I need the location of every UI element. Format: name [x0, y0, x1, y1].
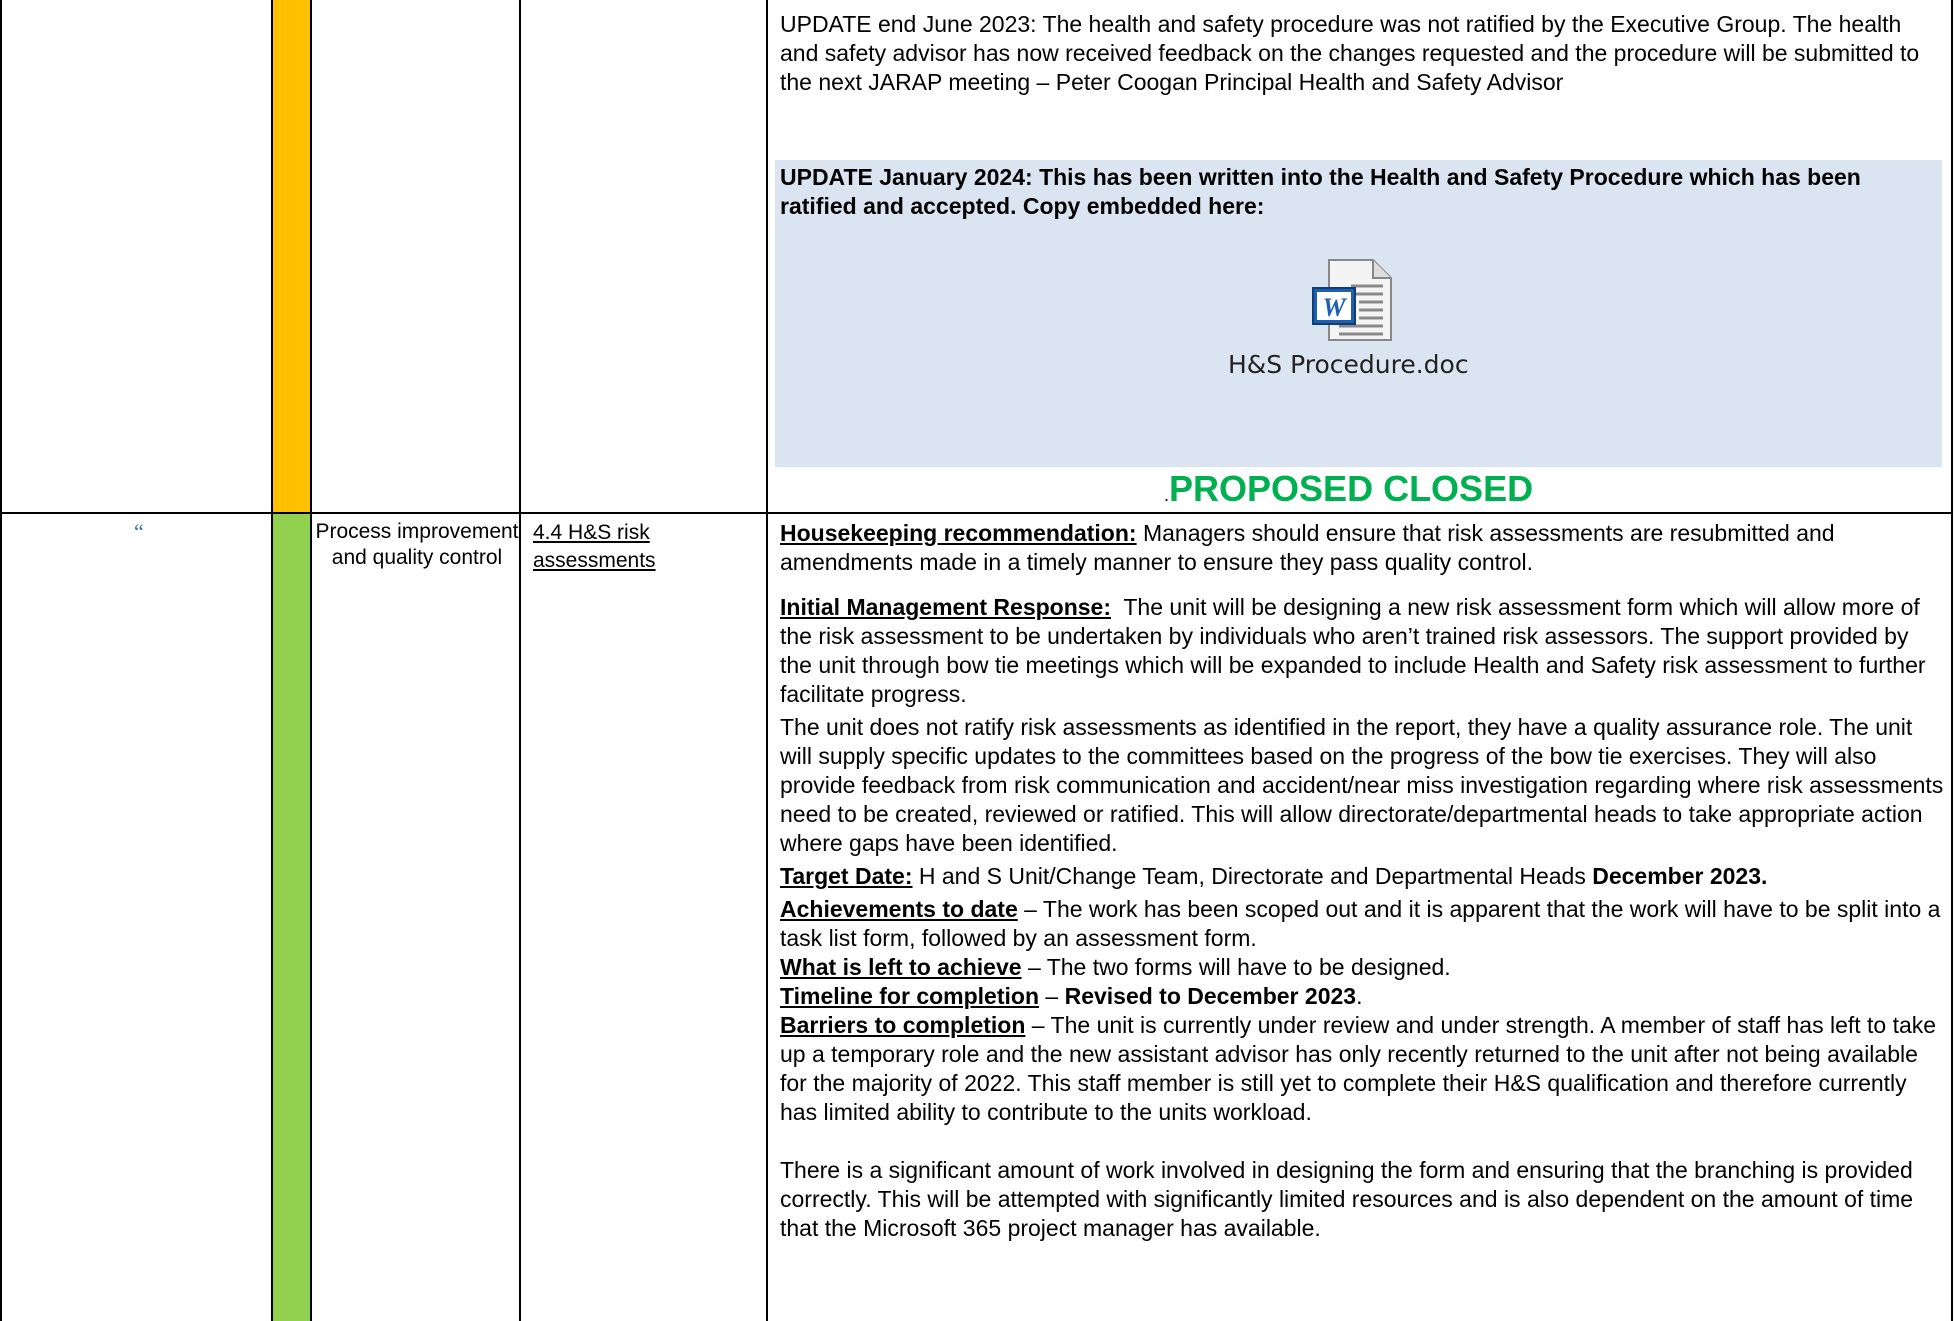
- row-divider: [0, 512, 1953, 514]
- status-proposed-closed: [1164, 467, 1533, 517]
- barriers-label: Barriers to completion: [780, 1012, 1026, 1038]
- update-january-2024: UPDATE January 2024: This has been written into the Health and Safety Procedure which has been ratified and accepted. Copy embedded here:: [780, 164, 1861, 219]
- status-text: PROPOSED CLOSED: [1169, 468, 1534, 509]
- table-border: [1951, 0, 1953, 1321]
- table-border: [519, 0, 521, 1321]
- timeline-dash: –: [1039, 983, 1065, 1009]
- reference-link[interactable]: 4.4 H&S risk assessments: [533, 521, 656, 572]
- table-border: [766, 0, 768, 1321]
- imr-label: Initial Management Response:: [780, 594, 1112, 620]
- update-june-2023: UPDATE end June 2023: The health and safety procedure was not ratified by the Executive Group. The health and safety advisor has now received feedback on the changes requested and the procedure will be submitted to the next JARAP meeting – Peter Coogan Principal Health and Safety Advisor: [780, 11, 1920, 95]
- target-date-text: H and S Unit/Change Team, Directorate and Departmental Heads: [912, 863, 1593, 889]
- rag-status-green: [273, 514, 310, 1321]
- target-date-value: December 2023.: [1592, 863, 1768, 889]
- word-document-icon[interactable]: [1311, 256, 1395, 344]
- svg-text:W: W: [1322, 293, 1346, 322]
- reference-cell[interactable]: [533, 519, 683, 575]
- timeline-value: Revised to December 2023: [1064, 983, 1357, 1009]
- category-cell: Process improvement and quality control: [315, 520, 519, 569]
- barriers-text: – The unit is currently under review and under strength. A member of staff has left to take up a temporary role and the new assistant advisor has only recently returned to the unit after not being available for the majority of 2022. This staff member is still yet to complete their H&S qualification and therefore currently has limited ability to contribute to the units workload.: [780, 1012, 1937, 1125]
- timeline-label: Timeline for completion: [780, 983, 1039, 1009]
- left-to-achieve-text: – The two forms will have to be designed.: [1021, 954, 1451, 980]
- table-border: [271, 0, 273, 1321]
- left-to-achieve-label: What is left to achieve: [780, 954, 1022, 980]
- status-dot: .: [1164, 485, 1170, 505]
- table-border: [310, 0, 312, 1321]
- imr-paragraph-2: The unit does not ratify risk assessments as identified in the report, they have a quality assurance role. The unit will supply specific updates to the committees based on the progress of the bow tie exercises. They will also provide feedback from risk communication and accident/near miss investigation regarding where risk assessments need to be created, reviewed or ratified. This will allow directorate/departmental heads to take appropriate action where gaps have been identified.: [780, 714, 1944, 856]
- timeline-end: .: [1356, 983, 1363, 1009]
- embedded-file-name[interactable]: H&S Procedure.doc: [1228, 350, 1469, 379]
- housekeeping-label: Housekeeping recommendation:: [780, 520, 1137, 546]
- achievements-label: Achievements to date: [780, 896, 1018, 922]
- housekeeping-text: Managers should ensure that risk assessments are resubmitted and amendments made in a timely manner to ensure they pass quality control.: [780, 520, 1835, 575]
- rag-status-amber: [273, 0, 310, 512]
- recommendation-text: [780, 519, 1945, 1243]
- target-date-label: Target Date:: [780, 863, 913, 889]
- achievements-text: – The work has been scoped out and it is apparent that the work will have to be split into a task list form, followed by an assessment form.: [780, 896, 1941, 951]
- ditto-mark: “: [134, 519, 144, 544]
- imr-text: The unit will be designing a new risk assessment form which will allow more of the risk assessment to be undertaken by individuals who aren’t trained risk assessors. The support provided by the unit through bow tie meetings which will be expanded to include Health and Safety risk assessment to further facilitate progress.: [780, 594, 1932, 707]
- final-paragraph: There is a significant amount of work involved in designing the form and ensuring that the branching is provided correctly. This will be attempted with significantly limited resources and is also dependent on the amount of time that the Microsoft 365 project manager has available.: [780, 1157, 1914, 1241]
- table-border: [0, 0, 2, 1321]
